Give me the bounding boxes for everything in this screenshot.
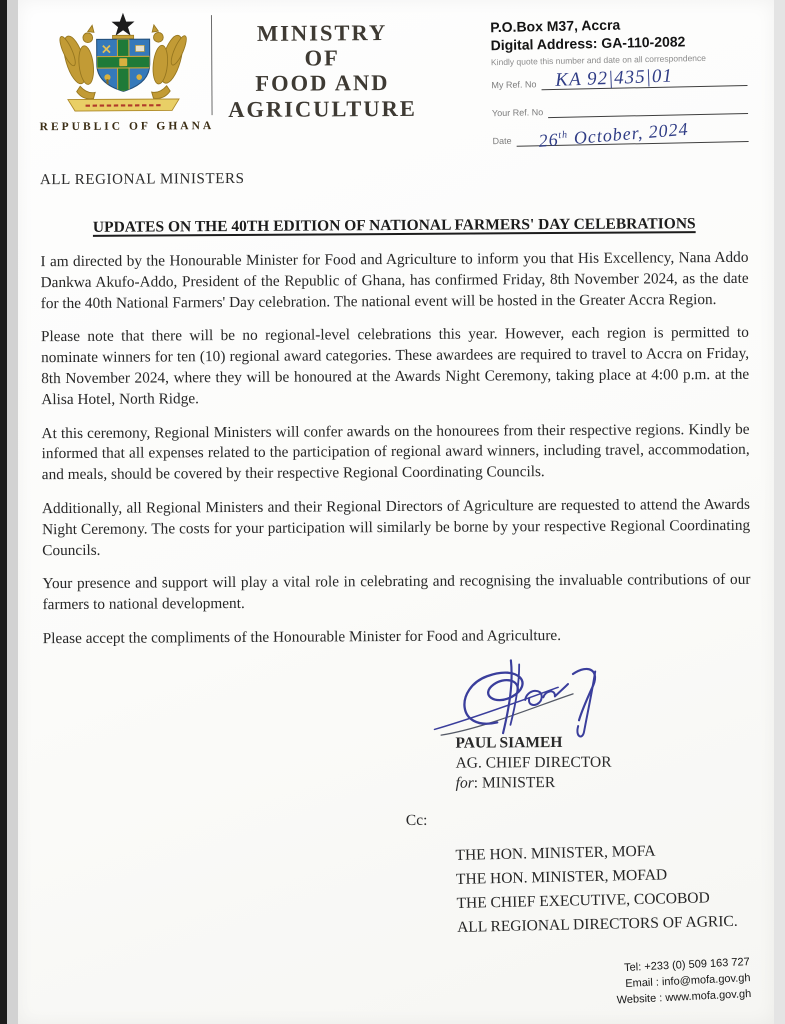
letter-content xyxy=(15,0,777,1024)
your-ref-label: Your Ref. No xyxy=(491,107,544,119)
signature-block xyxy=(43,652,752,804)
footer-tel: Tel: +233 (0) 509 163 727 xyxy=(624,956,751,975)
ministry-title-line: MINISTRY xyxy=(256,20,388,46)
my-ref-label: My Ref. No xyxy=(491,79,537,91)
date-rule xyxy=(516,118,748,151)
ministry-title xyxy=(218,20,427,122)
eagle-right xyxy=(151,25,190,99)
crest-caption: REPUBLIC OF GHANA xyxy=(39,120,215,134)
signatory-name: PAUL SIAMEH xyxy=(455,733,563,752)
cc-item: THE HON. MINISTER, MOFA xyxy=(455,842,656,864)
date-label: Date xyxy=(492,135,512,147)
body-paragraph: Please accept the compliments of the Honourable Minister for Food and Agriculture. xyxy=(42,626,562,648)
body-paragraph: I am directed by the Honourable Minister for Food and Agriculture to inform you that His Excellency, Nana Addo Dankwa Akufo-Addo, President of the Republic of Ghana, has confirmed Friday, 8th November 2024, as the date for the 40th National Farmers' Day celebration. The national event will be hosted in the Greater Accra Region. xyxy=(40,248,749,312)
body-paragraph: Your presence and support will play a vital role in celebrating and recognising the invaluable contributions of our farmers to national development. xyxy=(42,571,751,614)
ghana-coat-of-arms-icon xyxy=(48,11,199,114)
ministry-title-line: FOOD AND xyxy=(255,70,390,97)
recipient-line: ALL REGIONAL MINISTERS xyxy=(39,170,245,189)
scan-edge-right xyxy=(774,0,785,1024)
my-ref-rule xyxy=(541,65,747,91)
letter-page xyxy=(18,0,774,1024)
signatory-title: AG. CHIEF DIRECTOR xyxy=(455,753,612,772)
black-star xyxy=(111,13,134,36)
body-paragraph: At this ceremony, Regional Ministers will confer awards on the honourees from their respective regions. Kindly be informed that all expenses related to the participation of regional award winners, including travel, accommodation, and meals, should be covered by their respective Regional Coordinating Councils. xyxy=(41,420,750,484)
your-ref-rule xyxy=(548,99,748,118)
digital-address: Digital Address: GA-110-2082 xyxy=(490,32,686,53)
letterhead xyxy=(39,8,748,151)
footer-contact xyxy=(615,955,752,1009)
date-handwritten-value: 26th October, 2024 xyxy=(537,118,690,151)
letterhead-contact-block xyxy=(490,14,749,151)
your-ref-row xyxy=(492,99,748,119)
signatory-details xyxy=(455,732,611,793)
scan-edge-left xyxy=(0,0,7,1024)
body-paragraph: Please note that there will be no regional-level celebrations this year. However, each region is permitted to nominate winners for ten (10) regional award categories. These awardees are required to travel to Accra on Friday, 8th November 2024, where they will be honoured at the Awards Night Ceremony, taking place at 4:00 p.m. at the Alisa Hotel, North Ridge. xyxy=(40,324,750,408)
scan-gutter-left xyxy=(7,0,18,1024)
cc-label: Cc: xyxy=(405,811,428,829)
quote-note: Kindly quote this number and date on all correspondence xyxy=(490,52,707,68)
cc-item: THE CHIEF EXECUTIVE, COCOBOD xyxy=(456,889,710,912)
my-ref-handwritten-value: KA 92|435|01 xyxy=(554,65,674,91)
signatory-for-line: for: MINISTER xyxy=(455,774,556,792)
body-paragraph: Additionally, all Regional Ministers and their Regional Directors of Agriculture are requested to attend the Awards Night Ceremony. The costs for your participation will similarly be borne by your respective Regional Coordinating Councils. xyxy=(41,495,751,559)
cc-item: ALL REGIONAL DIRECTORS OF AGRIC. xyxy=(456,912,738,936)
coat-of-arms-block xyxy=(39,11,215,134)
ministry-title-line: AGRICULTURE xyxy=(228,95,417,122)
eagle-left xyxy=(57,25,96,99)
subject-line: UPDATES ON THE 40TH EDITION OF NATIONAL FARMERS' DAY CELEBRATIONS xyxy=(92,215,696,236)
my-ref-row xyxy=(491,65,747,91)
cc-item: THE HON. MINISTER, MOFAD xyxy=(455,866,668,888)
cc-list xyxy=(455,837,753,939)
po-box: P.O.Box M37, Accra xyxy=(490,16,621,36)
letterhead-divider xyxy=(211,15,213,115)
date-row xyxy=(492,118,748,151)
footer-website: Website : www.mofa.gov.gh xyxy=(616,988,752,1007)
ministry-title-line: OF xyxy=(304,45,340,71)
footer-email: Email : info@mofa.gov.gh xyxy=(625,972,752,991)
